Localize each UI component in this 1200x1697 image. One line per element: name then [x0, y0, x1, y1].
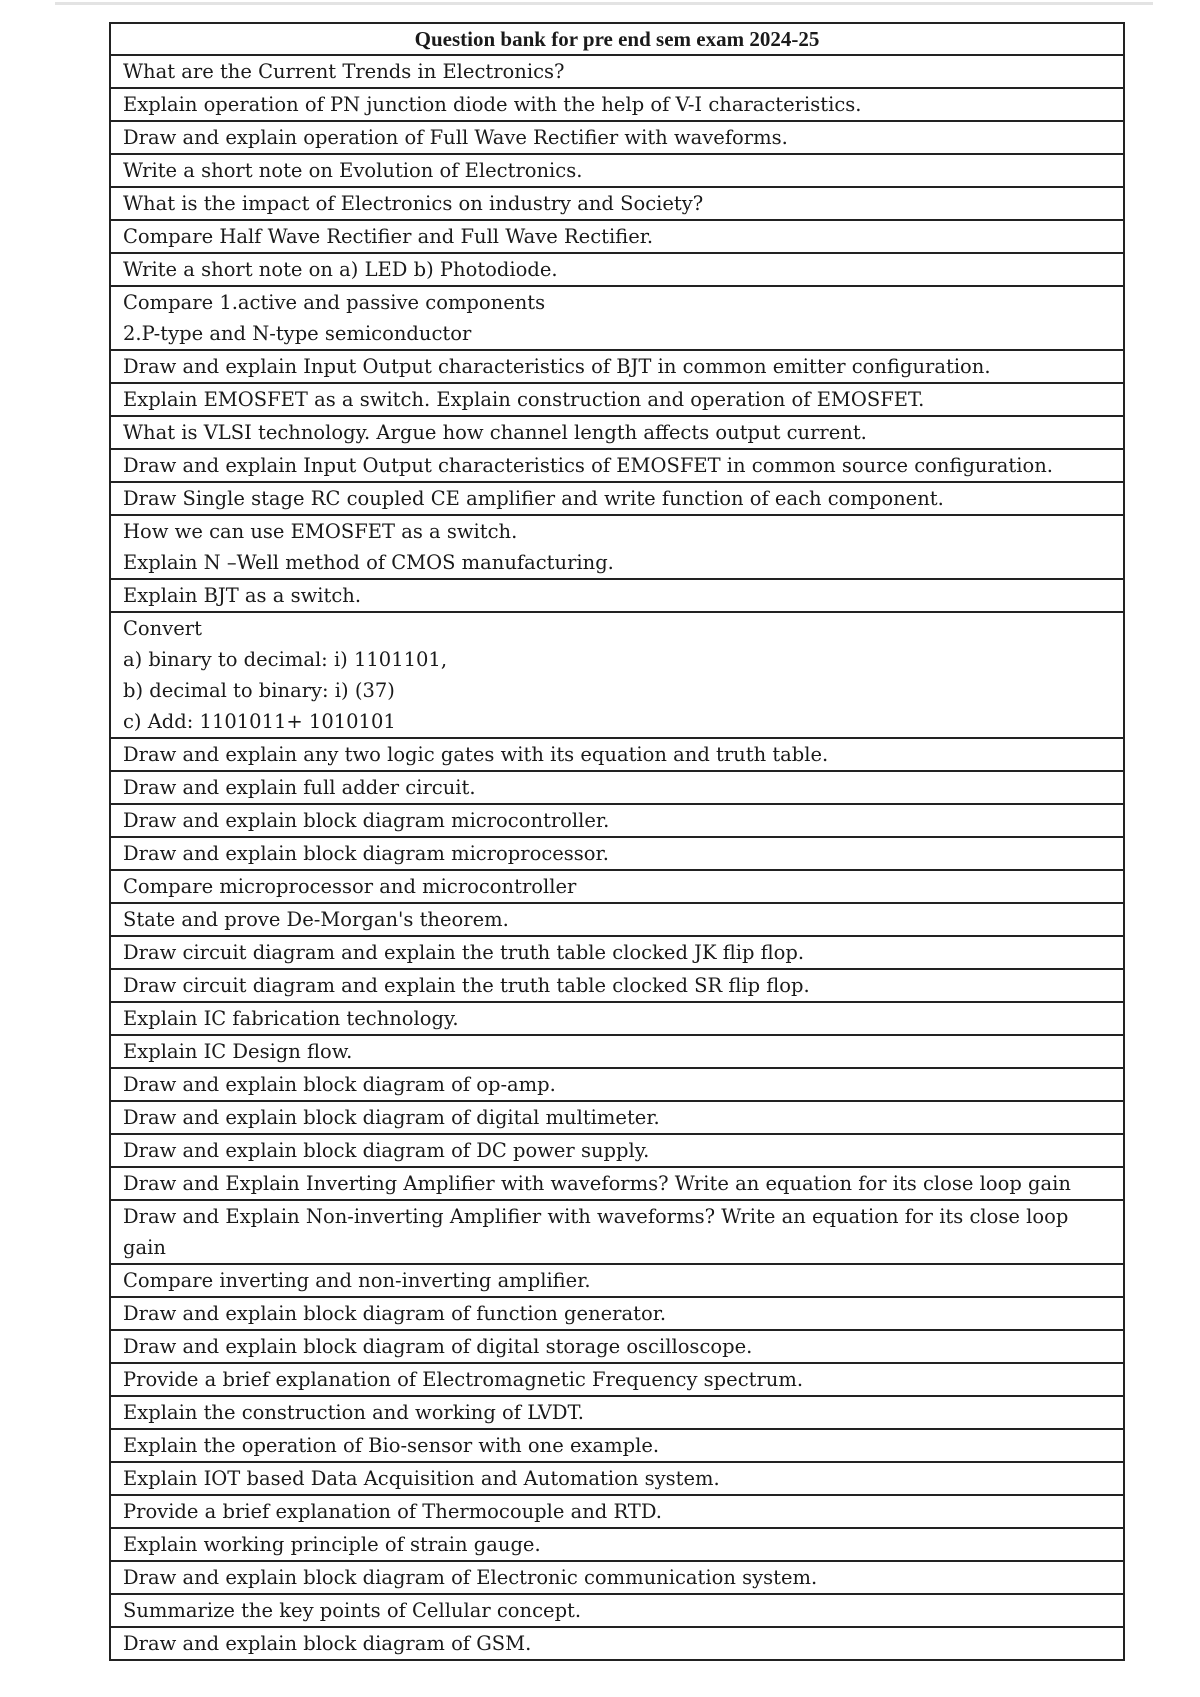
question-cell [110, 579, 1124, 612]
question-text: Explain IC Design flow. [123, 1040, 353, 1063]
question-row [110, 1363, 1124, 1396]
question-row [110, 1035, 1124, 1068]
question-cell [110, 1429, 1124, 1462]
question-text: Explain EMOSFET as a switch. Explain construction and operation of EMOSFET. [123, 388, 925, 411]
question-table-body [110, 23, 1124, 1660]
question-row [110, 416, 1124, 449]
question-text: Summarize the key points of Cellular concept. [123, 1599, 582, 1622]
question-text: What is the impact of Electronics on industry and Society? [123, 192, 704, 215]
question-row [110, 383, 1124, 416]
question-row [110, 738, 1124, 771]
question-text: Draw and explain block diagram of Electronic communication system. [123, 1566, 818, 1589]
question-row [110, 1462, 1124, 1495]
question-row [110, 121, 1124, 154]
question-row [110, 1002, 1124, 1035]
question-text: Compare microprocessor and microcontroller [123, 875, 577, 898]
question-cell [110, 771, 1124, 804]
question-row [110, 350, 1124, 383]
question-text: b) decimal to binary: i) (37) [123, 679, 395, 702]
question-cell [110, 738, 1124, 771]
question-cell [110, 286, 1124, 350]
question-cell [110, 482, 1124, 515]
question-cell [110, 1134, 1124, 1167]
page-title: Question bank for pre end sem exam 2024-25 [110, 23, 1124, 55]
question-row [110, 804, 1124, 837]
question-cell [110, 1330, 1124, 1363]
question-row [110, 1330, 1124, 1363]
question-text: Draw and explain block diagram of digital storage oscilloscope. [123, 1335, 753, 1358]
question-text: Explain working principle of strain gauge. [123, 1533, 541, 1556]
question-text: Draw circuit diagram and explain the truth table clocked SR flip flop. [123, 974, 810, 997]
question-cell [110, 1167, 1124, 1200]
question-row [110, 936, 1124, 969]
question-text: Explain BJT as a switch. [123, 584, 362, 607]
question-row [110, 55, 1124, 88]
question-text: Explain IOT based Data Acquisition and Automation system. [123, 1467, 720, 1490]
question-cell [110, 154, 1124, 187]
question-row [110, 1264, 1124, 1297]
question-text: Compare inverting and non-inverting amplifier. [123, 1269, 591, 1292]
question-cell [110, 416, 1124, 449]
question-text: Draw circuit diagram and explain the truth table clocked JK flip flop. [123, 941, 805, 964]
question-cell [110, 1297, 1124, 1330]
question-cell [110, 88, 1124, 121]
question-text: Draw Single stage RC coupled CE amplifier and write function of each component. [123, 487, 944, 510]
question-text: Explain IC fabrication technology. [123, 1007, 459, 1030]
question-cell [110, 1068, 1124, 1101]
question-row [110, 1495, 1124, 1528]
question-text: Compare Half Wave Rectifier and Full Wave Rectifier. [123, 225, 654, 248]
question-row [110, 1101, 1124, 1134]
question-cell [110, 1594, 1124, 1627]
question-cell [110, 253, 1124, 286]
question-row [110, 1627, 1124, 1660]
question-text: Explain operation of PN junction diode with the help of V-I characteristics. [123, 93, 862, 116]
question-text: Provide a brief explanation of Electromagnetic Frequency spectrum. [123, 1368, 804, 1391]
question-cell [110, 350, 1124, 383]
question-text: Explain N –Well method of CMOS manufacturing. [123, 551, 614, 574]
question-row [110, 903, 1124, 936]
question-row [110, 88, 1124, 121]
question-row [110, 1594, 1124, 1627]
question-row [110, 515, 1124, 579]
question-cell [110, 1264, 1124, 1297]
question-cell [110, 1363, 1124, 1396]
top-divider [55, 2, 1153, 5]
question-row [110, 1561, 1124, 1594]
question-text: State and prove De-Morgan's theorem. [123, 908, 509, 931]
question-text: What is VLSI technology. Argue how channel length affects output current. [123, 421, 867, 444]
question-cell [110, 121, 1124, 154]
question-cell [110, 220, 1124, 253]
question-text: Draw and explain block diagram microprocessor. [123, 842, 609, 865]
question-text: Draw and explain operation of Full Wave Rectifier with waveforms. [123, 126, 788, 149]
question-cell [110, 1561, 1124, 1594]
question-cell [110, 1101, 1124, 1134]
question-table [109, 22, 1125, 1661]
question-text: Draw and explain block diagram of digital multimeter. [123, 1106, 660, 1129]
question-row [110, 449, 1124, 482]
question-text: Explain the construction and working of LVDT. [123, 1401, 584, 1424]
question-cell [110, 1002, 1124, 1035]
question-text: a) binary to decimal: i) 1101101, [123, 648, 448, 671]
question-cell [110, 969, 1124, 1002]
question-row [110, 286, 1124, 350]
question-text: c) Add: 1101011+ 1010101 [123, 710, 396, 733]
question-row [110, 1167, 1124, 1200]
question-cell [110, 187, 1124, 220]
question-text: Draw and explain block diagram of DC power supply. [123, 1139, 650, 1162]
question-row [110, 253, 1124, 286]
question-cell [110, 936, 1124, 969]
question-text: Write a short note on a) LED b) Photodiode. [123, 258, 558, 281]
question-cell [110, 612, 1124, 738]
question-cell [110, 1396, 1124, 1429]
question-text: Draw and explain full adder circuit. [123, 776, 476, 799]
question-text: Explain the operation of Bio-sensor with one example. [123, 1434, 660, 1457]
question-row [110, 771, 1124, 804]
question-text: Draw and explain block diagram of function generator. [123, 1302, 667, 1325]
question-row [110, 837, 1124, 870]
question-cell [110, 804, 1124, 837]
question-row [110, 482, 1124, 515]
question-cell [110, 1627, 1124, 1660]
question-text: Draw and explain Input Output characteristics of EMOSFET in common source configuration. [123, 454, 1054, 477]
question-text: 2.P-type and N-type semiconductor [123, 322, 472, 345]
question-text: Draw and Explain Non-inverting Amplifier with waveforms? Write an equation for its close loop gain [123, 1205, 1069, 1259]
question-row [110, 154, 1124, 187]
question-text: Draw and explain block diagram of op-amp. [123, 1073, 556, 1096]
question-row [110, 1528, 1124, 1561]
question-cell [110, 515, 1124, 579]
question-row [110, 1297, 1124, 1330]
question-text: Provide a brief explanation of Thermocouple and RTD. [123, 1500, 662, 1523]
question-bank-sheet [109, 22, 1125, 1661]
question-cell [110, 1035, 1124, 1068]
question-text: What are the Current Trends in Electronics? [123, 60, 565, 83]
question-cell [110, 870, 1124, 903]
question-text: Compare 1.active and passive components [123, 291, 546, 314]
title-row [110, 23, 1124, 55]
question-cell [110, 55, 1124, 88]
question-cell [110, 449, 1124, 482]
question-text: Write a short note on Evolution of Electronics. [123, 159, 583, 182]
question-row [110, 1134, 1124, 1167]
question-text: Draw and explain Input Output characteristics of BJT in common emitter configuration. [123, 355, 991, 378]
question-cell [110, 1200, 1124, 1264]
question-row [110, 220, 1124, 253]
question-row [110, 187, 1124, 220]
question-text: Draw and Explain Inverting Amplifier with waveforms? Write an equation for its close loop gain [123, 1172, 1071, 1195]
question-cell [110, 1495, 1124, 1528]
question-cell [110, 383, 1124, 416]
question-text: How we can use EMOSFET as a switch. [123, 520, 518, 543]
question-text: Convert [123, 617, 202, 640]
question-text: Draw and explain block diagram of GSM. [123, 1632, 532, 1655]
question-cell [110, 1462, 1124, 1495]
question-row [110, 1396, 1124, 1429]
question-row [110, 969, 1124, 1002]
question-cell [110, 837, 1124, 870]
question-row [110, 1200, 1124, 1264]
question-row [110, 1068, 1124, 1101]
question-cell [110, 1528, 1124, 1561]
question-row [110, 612, 1124, 738]
question-text: Draw and explain any two logic gates with its equation and truth table. [123, 743, 829, 766]
question-row [110, 870, 1124, 903]
question-row [110, 579, 1124, 612]
question-cell [110, 903, 1124, 936]
question-row [110, 1429, 1124, 1462]
question-text: Draw and explain block diagram microcontroller. [123, 809, 610, 832]
